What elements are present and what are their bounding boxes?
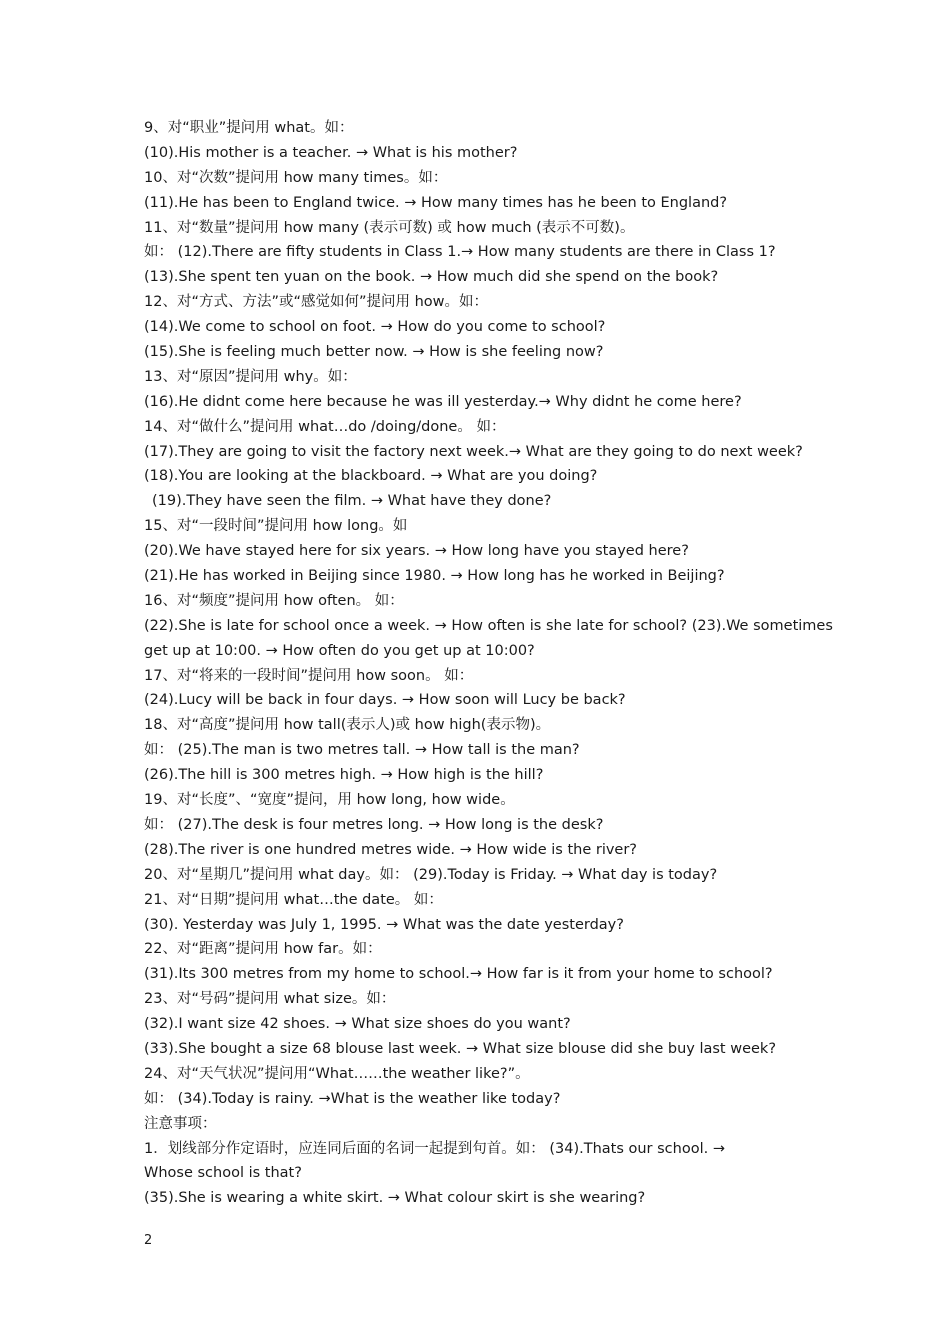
text-line: 13、对“原因”提问用 why。如： — [144, 368, 357, 385]
text-line: 如： (25).The man is two metres tall. → How tall is the man? — [144, 742, 580, 759]
text-line: (26).The hill is 300 metres high. → How high is the hill? — [144, 767, 544, 784]
text-line: (10).His mother is a teacher. → What is his mother? — [144, 144, 518, 161]
text-line: (17).They are going to visit the factory next week.→ What are they going to do next week? — [144, 443, 803, 460]
text-line: (13).She spent ten yuan on the book. → How much did she spend on the book? — [144, 269, 719, 286]
text-line: Whose school is that? — [144, 1165, 302, 1182]
text-line: 20、对“星期几”提问用 what day。如： (29).Today is Friday. → What day is today? — [144, 866, 718, 883]
text-line: 18、对“高度”提问用 how tall(表示人)或 how high(表示物)。 — [144, 717, 551, 734]
text-line: get up at 10:00. → How often do you get up at 10:00? — [144, 642, 535, 659]
text-line: 23、对“号码”提问用 what size。如： — [144, 991, 396, 1008]
text-line: 19、对“长度”、“宽度”提问，用 how long, how wide。 — [144, 792, 515, 809]
text-line: 16、对“频度”提问用 how often。 如： — [144, 592, 404, 609]
text-line: 14、对“做什么”提问用 what…do /doing/done。 如： — [144, 418, 506, 435]
text-line: (22).She is late for school once a week. → How often is she late for school? (23).We sometimes — [144, 617, 833, 634]
text-line: 9、对“职业”提问用 what。如： — [144, 120, 354, 136]
text-line: 15、对“一段时间”提问用 how long。如 — [144, 518, 408, 535]
text-line: 21、对“日期”提问用 what…the date。 如： — [144, 891, 443, 908]
text-line: 如： (34).Today is rainy. →What is the weather like today? — [144, 1090, 561, 1107]
text-line: 11、对“数量”提问用 how many (表示可数) 或 how much (表示不可数)。 — [144, 219, 635, 236]
text-line: (16).He didnt come here because he was ill yesterday.→ Why didnt he come here? — [144, 393, 742, 410]
text-line: (24).Lucy will be back in four days. → How soon will Lucy be back? — [144, 692, 626, 709]
text-line: 10、对“次数”提问用 how many times。如： — [144, 169, 448, 186]
text-line: (21).He has worked in Beijing since 1980. → How long has he worked in Beijing? — [144, 568, 725, 585]
page-number: 2 — [144, 1233, 153, 1248]
text-line: 17、对“将来的一段时间”提问用 how soon。 如： — [144, 667, 474, 684]
text-line: 如： (27).The desk is four metres long. → How long is the desk? — [144, 816, 604, 833]
text-line: (30). Yesterday was July 1, 1995. → What was the date yesterday? — [144, 916, 624, 933]
text-line: (14).We come to school on foot. → How do you come to school? — [144, 319, 606, 336]
text-line: (11).He has been to England twice. → How many times has he been to England? — [144, 194, 728, 211]
text-line: (33).She bought a size 68 blouse last week. → What size blouse did she buy last week? — [144, 1040, 777, 1057]
text-line: (18).You are looking at the blackboard. → What are you doing? — [144, 468, 598, 485]
text-line: 24、对“天气状况”提问用“What……the weather like?”。 — [144, 1065, 530, 1082]
document-body — [144, 116, 833, 1211]
text-line: 如： (12).There are fifty students in Class 1.→ How many students are there in Class 1? — [144, 244, 776, 261]
text-line: 1．划线部分作定语时，应连同后面的名词一起提到句首。如： (34).Thats our school. → — [144, 1140, 725, 1157]
text-line: 22、对“距离”提问用 how far。如： — [144, 941, 382, 958]
text-line: (15).She is feeling much better now. → How is she feeling now? — [144, 344, 604, 361]
text-line: (28).The river is one hundred metres wide. → How wide is the river? — [144, 841, 638, 858]
text-line: (20).We have stayed here for six years. → How long have you stayed here? — [144, 543, 689, 560]
text-line: (32).I want size 42 shoes. → What size shoes do you want? — [144, 1016, 571, 1033]
text-line: (35).She is wearing a white skirt. → What colour skirt is she wearing? — [144, 1190, 646, 1207]
text-line: (31).Its 300 metres from my home to school.→ How far is it from your home to school? — [144, 966, 773, 983]
text-line: 注意事项： — [144, 1115, 217, 1132]
text-line: (19).They have seen the film. → What have they done? — [152, 493, 552, 510]
text-line: 12、对“方式、方法”或“感觉如何”提问用 how。如： — [144, 294, 489, 311]
